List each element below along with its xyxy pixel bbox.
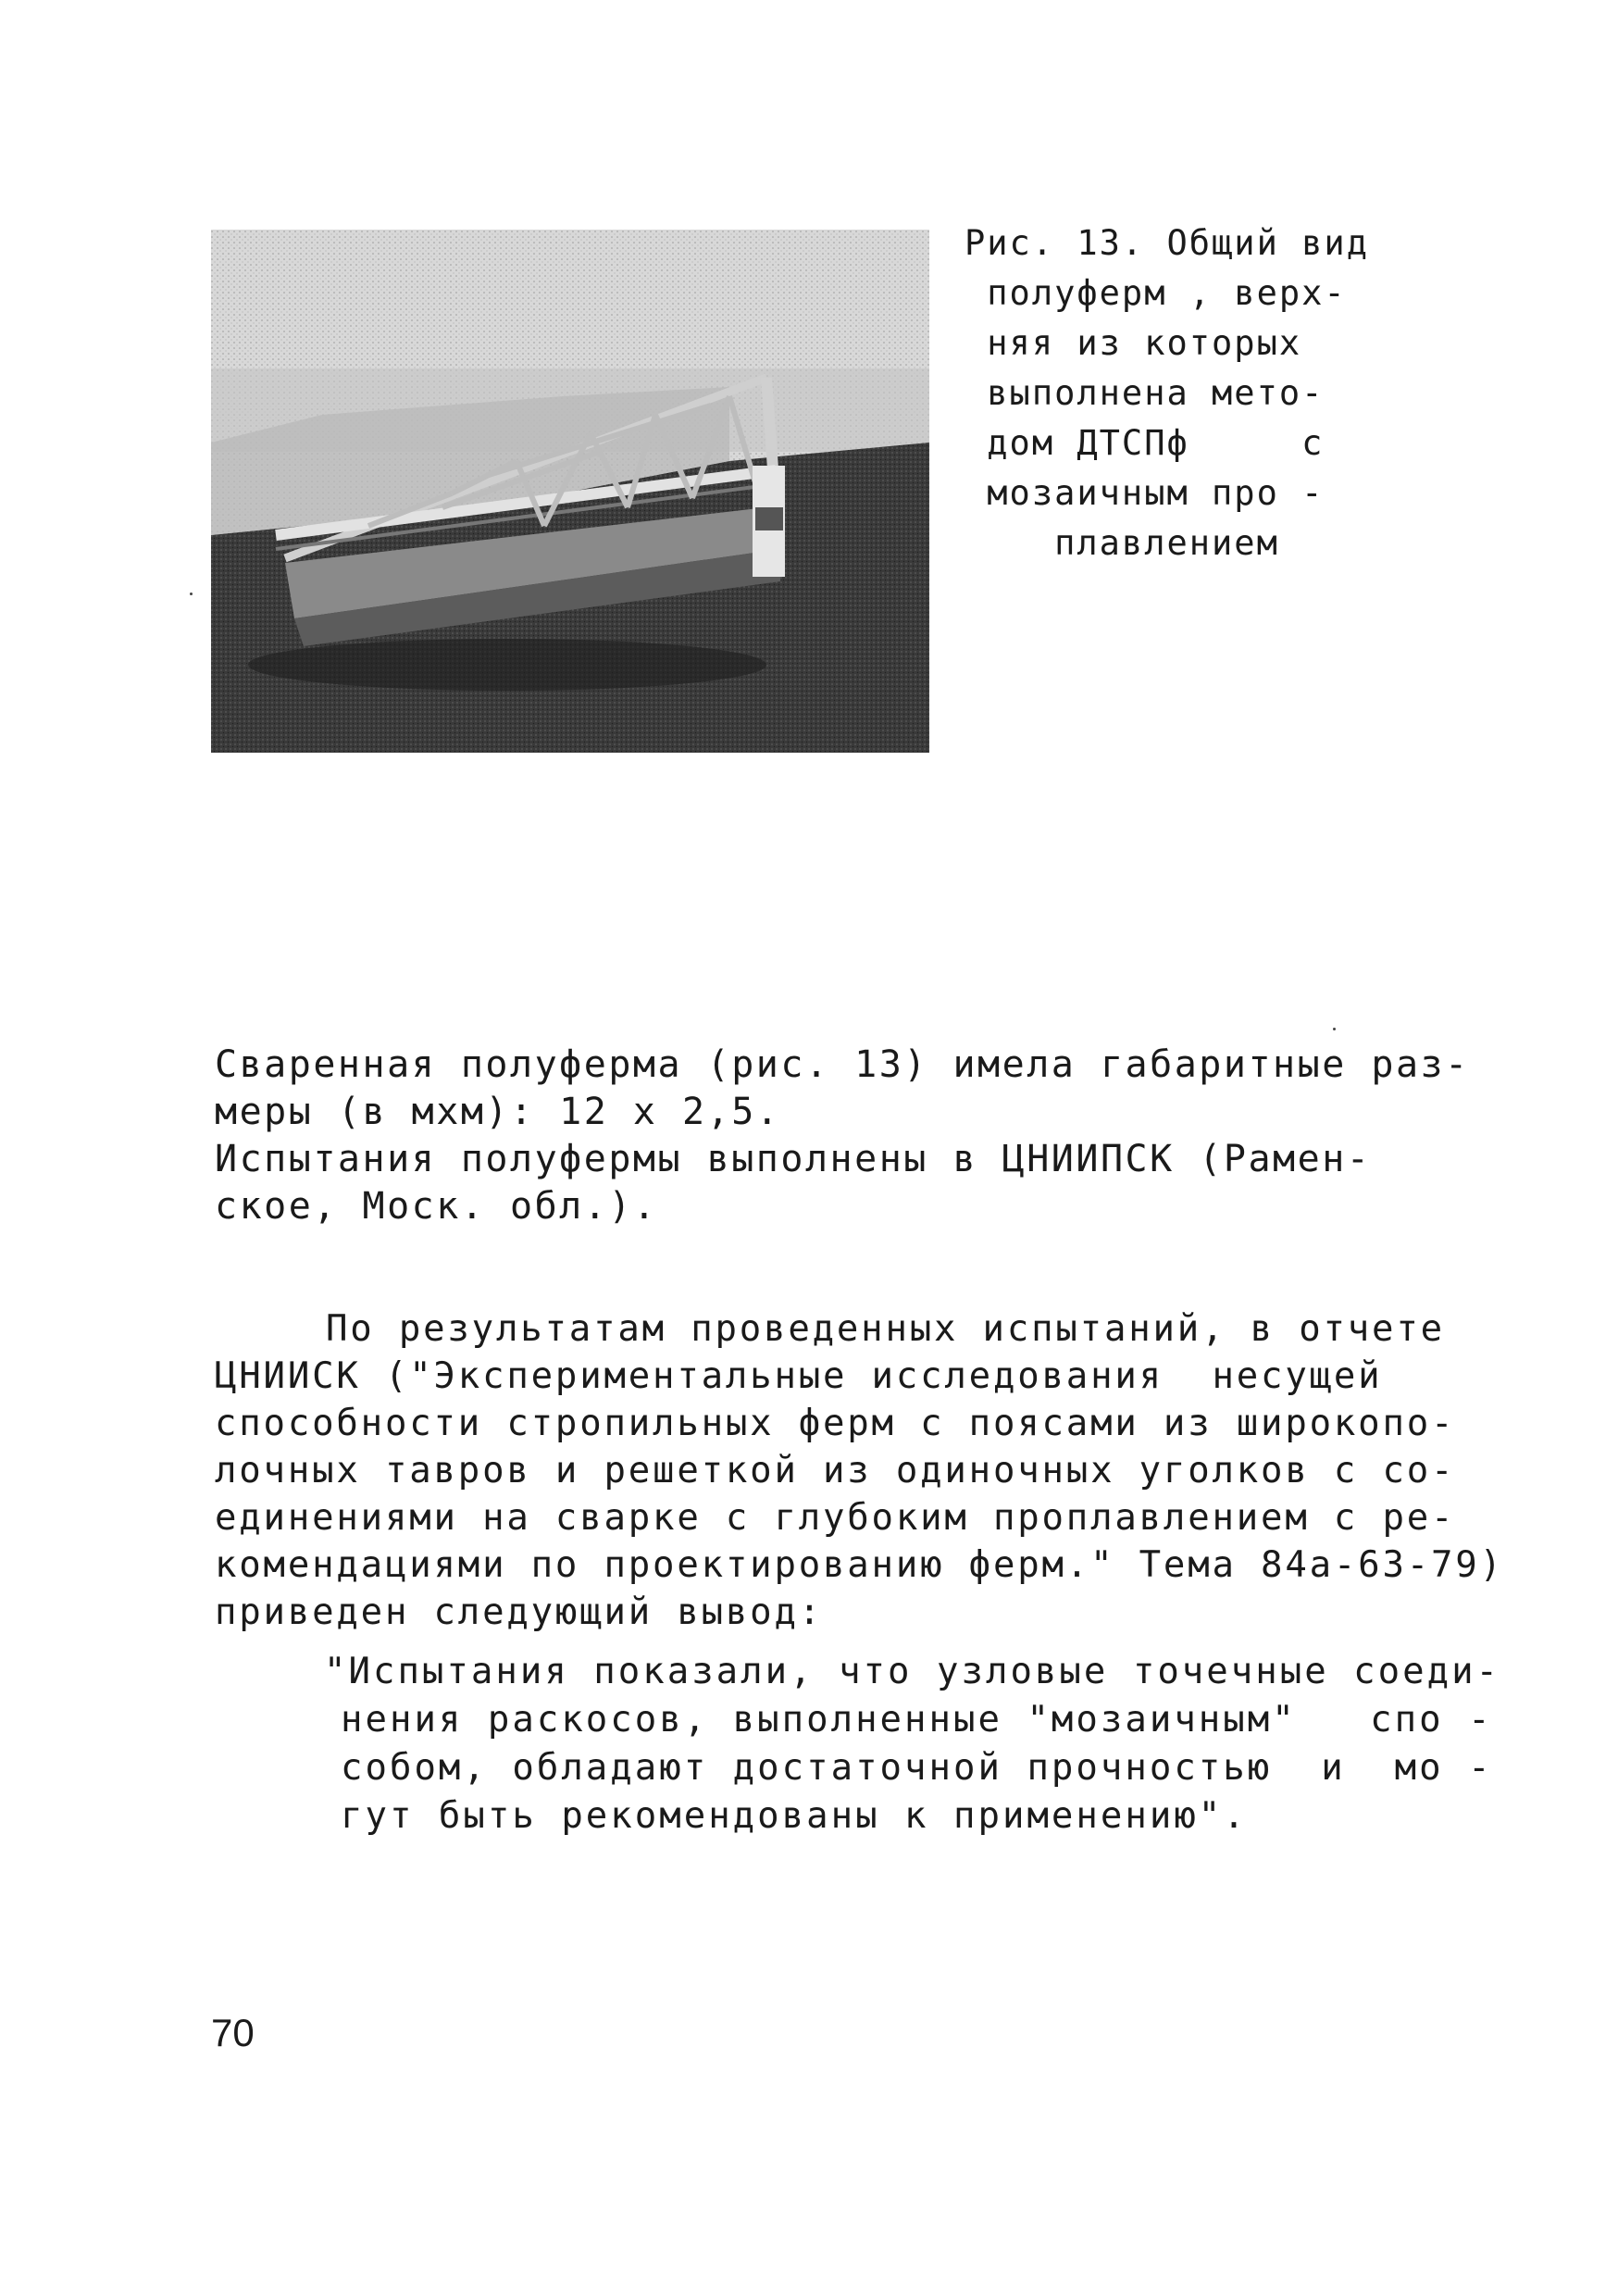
text-line: единениями на сварке с глубоким проплавлением с ре- [215,1497,1456,1539]
caption-line: полуферм , верх- [965,273,1347,313]
truss-photo [211,230,929,753]
text-line: способности стропильных ферм с поясами из широкопо- [215,1403,1456,1444]
page-number: 70 [211,2011,255,2054]
scan-speck [1333,1028,1336,1030]
quote-conclusion [324,1648,1501,1841]
quote-line: "Испытания показали, что узловые точечные соеди- [324,1651,1501,1692]
quote-line: нения раскосов, выполненные "мозаичным" спо - [341,1699,1493,1741]
text-line: ЦНИИСК ("Экспериментальные исследования несущей [215,1355,1383,1397]
quote-line: гут быть рекомендованы к применению". [341,1795,1248,1837]
text-line: лочных тавров и решеткой из одиночных уголков с со- [215,1450,1456,1491]
figure-caption [965,218,1400,568]
caption-line: дом ДТСПф с [965,423,1325,463]
text-line: меры (в мхм): 12 х 2,5. [215,1091,781,1133]
quote-line: собом, обладают достаточной прочностью и мо - [341,1747,1493,1789]
text-line: комендациями по проектированию ферм." Тема 84а-63-79) [215,1544,1504,1586]
paragraph-test-results [215,1305,1504,1636]
text-line: ское, Моск. обл.). [215,1185,658,1228]
caption-line: няя из которых [965,323,1302,363]
scan-speck [190,593,193,595]
text-line: Сваренная полуферма (рис. 13) имела габаритные раз- [215,1043,1470,1086]
paragraph-truss-dimensions [215,1042,1470,1230]
text-line: Испытания полуфермы выполнены в ЦНИИПСК (Рамен- [215,1138,1372,1180]
text-line: По результатам проведенных испытаний, в отчете [326,1308,1445,1350]
caption-line: мозаичным про - [965,473,1325,513]
text-line: приведен следующий вывод: [215,1591,823,1633]
caption-line: Рис. 13. Общий вид [965,223,1369,263]
caption-line: выполнена мето- [965,373,1325,413]
caption-line: плавлением [965,523,1279,563]
